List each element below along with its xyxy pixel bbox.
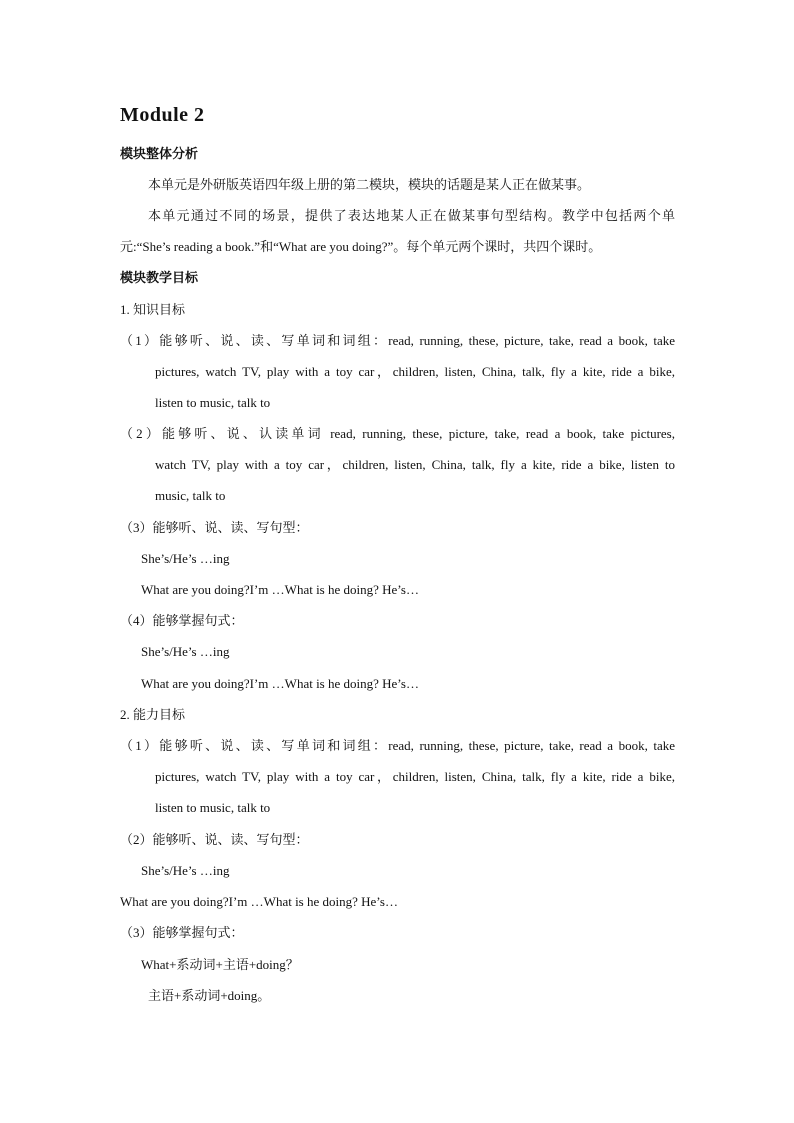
ability-item-3: （3）能够掌握句式： (120, 925, 244, 940)
knowledge-item-4-sentence-2: What are you doing?I’m …What is he doing? He’s… (141, 676, 419, 691)
overview-paragraph-2-line-2: 元:“She’s reading a book.”和“What are you doing?”。每个单元两个课时，共四个课时。 (120, 239, 602, 254)
knowledge-item-1-line-3: listen to music, talk to (155, 395, 271, 410)
knowledge-item-1-line-1: （1）能够听、说、读、写单词和词组：read, running, these, picture, take, read a book, take (120, 333, 675, 348)
module-title: Module 2 (120, 104, 205, 126)
ability-item-1-line-1: （1）能够听、说、读、写单词和词组：read, running, these, picture, take, read a book, take (120, 738, 675, 753)
knowledge-item-4: （4）能够掌握句式： (120, 613, 244, 628)
knowledge-item-4-sentence-1: She’s/He’s …ing (141, 644, 230, 659)
overview-paragraph-2-line-1: 本单元通过不同的场景，提供了表达地某人正在做某事句型结构。教学中包括两个单 (148, 208, 675, 223)
ability-item-1-line-2: pictures, watch TV, play with a toy car，children, listen, China, talk, fly a kite, ride a bike, (155, 769, 675, 784)
overview-paragraph-1: 本单元是外研版英语四年级上册的第二模块，模块的话题是某人正在做某事。 (148, 177, 591, 192)
section-heading-overview: 模块整体分析 (120, 146, 199, 161)
knowledge-item-3-sentence-2: What are you doing?I’m …What is he doing? He’s… (141, 582, 419, 597)
knowledge-item-2-line-3: music, talk to (155, 488, 226, 503)
knowledge-item-2-line-2: watch TV, play with a toy car，children, listen, China, talk, fly a kite, ride a bike, listen to (155, 457, 675, 472)
section-heading-goals: 模块教学目标 (120, 270, 199, 285)
knowledge-item-3: （3）能够听、说、读、写句型： (120, 520, 309, 535)
ability-item-2: （2）能够听、说、读、写句型： (120, 832, 309, 847)
knowledge-item-2-line-1: （2）能够听、说、认读单词 read, running, these, picture, take, read a book, take pictures, (120, 426, 675, 441)
knowledge-item-3-sentence-1: She’s/He’s …ing (141, 551, 230, 566)
knowledge-item-1-line-2: pictures, watch TV, play with a toy car，children, listen, China, talk, fly a kite, ride a bike, (155, 364, 675, 379)
ability-heading: 2. 能力目标 (120, 707, 186, 722)
ability-item-2-sentence-2: What are you doing?I’m …What is he doing? He’s… (120, 894, 398, 909)
ability-item-2-sentence-1: She’s/He’s …ing (141, 863, 230, 878)
ability-item-3-sentence-2: 主语+系动词+doing。 (148, 988, 271, 1003)
knowledge-heading: 1. 知识目标 (120, 302, 186, 317)
ability-item-3-sentence-1: What+系动词+主语+doing？ (141, 957, 299, 972)
ability-item-1-line-3: listen to music, talk to (155, 800, 271, 815)
